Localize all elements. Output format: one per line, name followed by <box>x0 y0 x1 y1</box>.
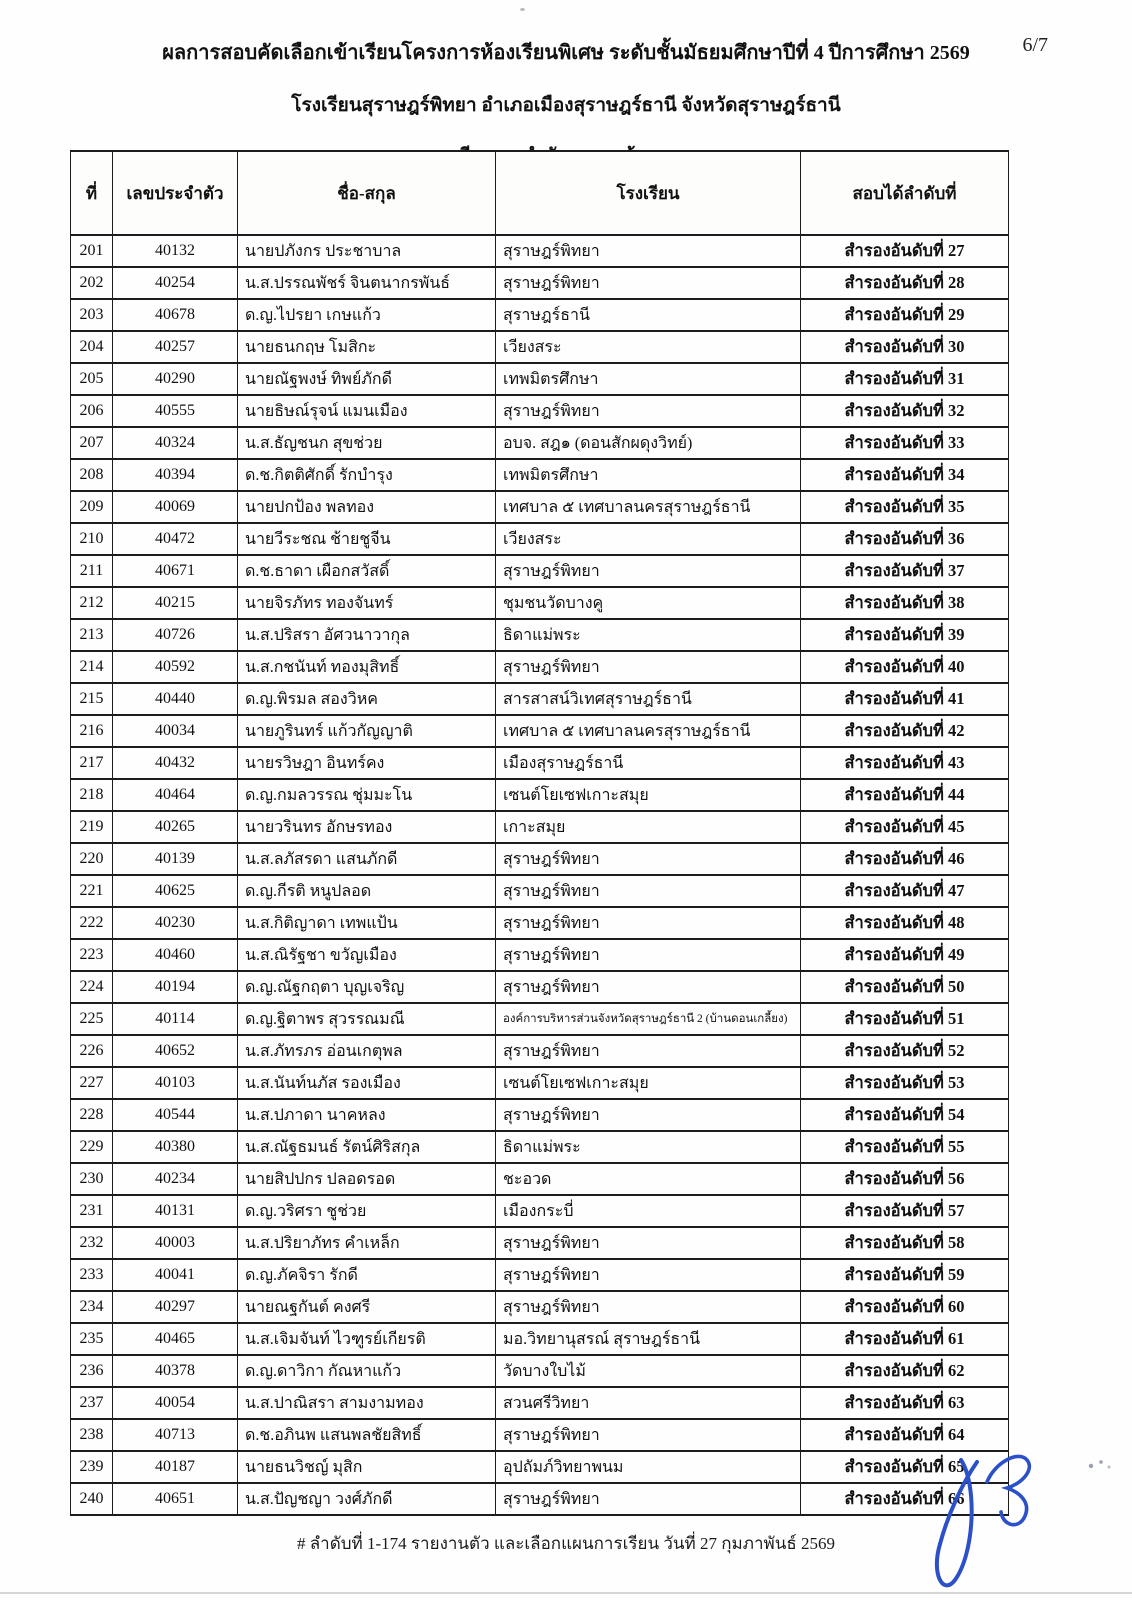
row-number-cell: 236 <box>71 1355 113 1387</box>
table-row <box>71 1195 1009 1227</box>
rank-cell: สำรองอันดับที่ 32 <box>801 395 1009 427</box>
student-id-cell: 40003 <box>113 1227 238 1259</box>
row-number-cell: 222 <box>71 907 113 939</box>
rank-cell: สำรองอันดับที่ 60 <box>801 1291 1009 1323</box>
table-row <box>71 651 1009 683</box>
row-number-cell: 215 <box>71 683 113 715</box>
table-row <box>71 235 1009 267</box>
scan-edge-artifact <box>0 1592 1132 1594</box>
student-id-cell: 40132 <box>113 235 238 267</box>
header-row-number: ที่ <box>71 151 113 235</box>
school-subtitle: โรงเรียนสุราษฎร์พิทยา อำเภอเมืองสุราษฎร์ธานี จังหวัดสุราษฎร์ธานี <box>291 95 841 116</box>
student-name-cell: ด.ญ.ภัคจิรา รักดี <box>238 1259 496 1291</box>
student-id-cell: 40297 <box>113 1291 238 1323</box>
student-name-cell: ด.ญ.ไปรยา เกษแก้ว <box>238 299 496 331</box>
school-cell: สุราษฎร์พิทยา <box>496 1099 801 1131</box>
student-name-cell: น.ส.กชนันท์ ทองมุสิทธิ์ <box>238 651 496 683</box>
student-name-cell: น.ส.ณัฐธมนธ์ รัตน์ศิริสกุล <box>238 1131 496 1163</box>
school-cell: เทศบาล ๕ เทศบาลนครสุราษฎร์ธานี <box>496 715 801 747</box>
table-row <box>71 267 1009 299</box>
rank-cell: สำรองอันดับที่ 34 <box>801 459 1009 491</box>
school-cell: เทพมิตรศึกษา <box>496 363 801 395</box>
row-number-cell: 240 <box>71 1483 113 1515</box>
table-row <box>71 683 1009 715</box>
table-row <box>71 1323 1009 1355</box>
rank-cell: สำรองอันดับที่ 59 <box>801 1259 1009 1291</box>
rank-cell: สำรองอันดับที่ 33 <box>801 427 1009 459</box>
school-cell: วัดบางใบไม้ <box>496 1355 801 1387</box>
table-row <box>71 811 1009 843</box>
rank-cell: สำรองอันดับที่ 28 <box>801 267 1009 299</box>
student-name-cell: ด.ญ.ณัฐกฤตา บุญเจริญ <box>238 971 496 1003</box>
row-number-cell: 203 <box>71 299 113 331</box>
student-id-cell: 40464 <box>113 779 238 811</box>
school-cell: สุราษฎร์พิทยา <box>496 843 801 875</box>
student-id-cell: 40432 <box>113 747 238 779</box>
school-cell: เวียงสระ <box>496 523 801 555</box>
student-name-cell: นายวีระชณ ช้ายชูจีน <box>238 523 496 555</box>
rank-cell: สำรองอันดับที่ 39 <box>801 619 1009 651</box>
table-row <box>71 1259 1009 1291</box>
rank-cell: สำรองอันดับที่ 37 <box>801 555 1009 587</box>
row-number-cell: 232 <box>71 1227 113 1259</box>
rank-cell: สำรองอันดับที่ 62 <box>801 1355 1009 1387</box>
student-name-cell: ด.ช.อภินพ แสนพลชัยสิทธิ์ <box>238 1419 496 1451</box>
row-number-cell: 224 <box>71 971 113 1003</box>
student-id-cell: 40187 <box>113 1451 238 1483</box>
table-row <box>71 619 1009 651</box>
student-id-cell: 40131 <box>113 1195 238 1227</box>
school-cell: สุราษฎร์พิทยา <box>496 971 801 1003</box>
table-row <box>71 1419 1009 1451</box>
student-id-cell: 40460 <box>113 939 238 971</box>
student-name-cell: ด.ญ.กมลวรรณ ชุ่มมะโน <box>238 779 496 811</box>
school-cell: สุราษฎร์พิทยา <box>496 395 801 427</box>
school-cell: มอ.วิทยานุสรณ์ สุราษฎร์ธานี <box>496 1323 801 1355</box>
student-id-cell: 40544 <box>113 1099 238 1131</box>
row-number-cell: 214 <box>71 651 113 683</box>
rank-cell: สำรองอันดับที่ 55 <box>801 1131 1009 1163</box>
student-name-cell: นายธนวิชญ์ มุสิก <box>238 1451 496 1483</box>
table-header-row <box>71 151 1009 235</box>
student-name-cell: น.ส.นันท์นภัส รองเมือง <box>238 1067 496 1099</box>
row-number-cell: 212 <box>71 587 113 619</box>
school-cell: ชะอวด <box>496 1163 801 1195</box>
school-cell: เมืองกระบี่ <box>496 1195 801 1227</box>
table-row <box>71 1163 1009 1195</box>
row-number-cell: 233 <box>71 1259 113 1291</box>
table-row <box>71 1003 1009 1035</box>
school-cell: เทศบาล ๕ เทศบาลนครสุราษฎร์ธานี <box>496 491 801 523</box>
rank-cell: สำรองอันดับที่ 48 <box>801 907 1009 939</box>
table-row <box>71 907 1009 939</box>
student-id-cell: 40440 <box>113 683 238 715</box>
student-id-cell: 40652 <box>113 1035 238 1067</box>
rank-cell: สำรองอันดับที่ 46 <box>801 843 1009 875</box>
row-number-cell: 223 <box>71 939 113 971</box>
student-id-cell: 40324 <box>113 427 238 459</box>
row-number-cell: 220 <box>71 843 113 875</box>
table-row <box>71 555 1009 587</box>
table-row <box>71 1067 1009 1099</box>
student-name-cell: ด.ญ.ฐิตาพร สุวรรณมณี <box>238 1003 496 1035</box>
student-id-cell: 40234 <box>113 1163 238 1195</box>
table-row <box>71 971 1009 1003</box>
row-number-cell: 221 <box>71 875 113 907</box>
student-name-cell: น.ส.ปริสรา อัศวนาวากุล <box>238 619 496 651</box>
row-number-cell: 219 <box>71 811 113 843</box>
row-number-cell: 209 <box>71 491 113 523</box>
student-id-cell: 40103 <box>113 1067 238 1099</box>
student-name-cell: ด.ญ.วริศรา ชูช่วย <box>238 1195 496 1227</box>
school-cell: สารสาสน์วิเทศสุราษฎร์ธานี <box>496 683 801 715</box>
row-number-cell: 208 <box>71 459 113 491</box>
table-row <box>71 587 1009 619</box>
row-number-cell: 210 <box>71 523 113 555</box>
rank-cell: สำรองอันดับที่ 54 <box>801 1099 1009 1131</box>
table-row <box>71 1035 1009 1067</box>
table-row <box>71 715 1009 747</box>
row-number-cell: 211 <box>71 555 113 587</box>
rank-cell: สำรองอันดับที่ 56 <box>801 1163 1009 1195</box>
school-cell: สุราษฎร์พิทยา <box>496 1483 801 1515</box>
rank-cell: สำรองอันดับที่ 36 <box>801 523 1009 555</box>
rank-cell: สำรองอันดับที่ 47 <box>801 875 1009 907</box>
student-name-cell: น.ส.ณิรัฐชา ขวัญเมือง <box>238 939 496 971</box>
school-cell: ธิดาแม่พระ <box>496 619 801 651</box>
rank-cell: สำรองอันดับที่ 65 <box>801 1451 1009 1483</box>
rank-cell: สำรองอันดับที่ 43 <box>801 747 1009 779</box>
table-row <box>71 363 1009 395</box>
rank-cell: สำรองอันดับที่ 29 <box>801 299 1009 331</box>
school-cell: สุราษฎร์พิทยา <box>496 907 801 939</box>
student-name-cell: น.ส.ลภัสรดา แสนภักดี <box>238 843 496 875</box>
school-cell: สุราษฎร์พิทยา <box>496 1419 801 1451</box>
row-number-cell: 205 <box>71 363 113 395</box>
document-title: ผลการสอบคัดเลือกเข้าเรียนโครงการห้องเรียนพิเศษ ระดับชั้นมัธยมศึกษาปีที่ 4 ปีการศึกษา 2569 <box>162 42 970 64</box>
student-id-cell: 40472 <box>113 523 238 555</box>
table-row <box>71 1291 1009 1323</box>
rank-cell: สำรองอันดับที่ 27 <box>801 235 1009 267</box>
document-header <box>0 0 1132 169</box>
row-number-cell: 218 <box>71 779 113 811</box>
student-id-cell: 40555 <box>113 395 238 427</box>
rank-cell: สำรองอันดับที่ 66 <box>801 1483 1009 1515</box>
rank-cell: สำรองอันดับที่ 50 <box>801 971 1009 1003</box>
table-row <box>71 747 1009 779</box>
rank-cell: สำรองอันดับที่ 57 <box>801 1195 1009 1227</box>
row-number-cell: 230 <box>71 1163 113 1195</box>
rank-cell: สำรองอันดับที่ 40 <box>801 651 1009 683</box>
student-id-cell: 40139 <box>113 843 238 875</box>
rank-cell: สำรองอันดับที่ 38 <box>801 587 1009 619</box>
student-name-cell: นายปภังกร ประชาบาล <box>238 235 496 267</box>
table-row <box>71 1227 1009 1259</box>
student-name-cell: ด.ญ.กีรติ หนูปลอด <box>238 875 496 907</box>
scan-speck <box>520 8 525 11</box>
row-number-cell: 228 <box>71 1099 113 1131</box>
table-row <box>71 939 1009 971</box>
row-number-cell: 237 <box>71 1387 113 1419</box>
row-number-cell: 202 <box>71 267 113 299</box>
row-number-cell: 226 <box>71 1035 113 1067</box>
student-name-cell: นายสิปปกร ปลอดรอด <box>238 1163 496 1195</box>
student-name-cell: น.ส.ปาณิสรา สามงามทอง <box>238 1387 496 1419</box>
rank-cell: สำรองอันดับที่ 53 <box>801 1067 1009 1099</box>
school-cell: เกาะสมุย <box>496 811 801 843</box>
school-cell: อบจ. สฎ๑ (ดอนสักผดุงวิทย์) <box>496 427 801 459</box>
student-name-cell: นายวรินทร อักษรทอง <box>238 811 496 843</box>
school-cell: เมืองสุราษฎร์ธานี <box>496 747 801 779</box>
table-row <box>71 299 1009 331</box>
student-id-cell: 40114 <box>113 1003 238 1035</box>
results-table <box>70 150 1009 1516</box>
header-rank: สอบได้ลำดับที่ <box>801 151 1009 235</box>
school-cell: สุราษฎร์พิทยา <box>496 1259 801 1291</box>
school-cell: เวียงสระ <box>496 331 801 363</box>
rank-cell: สำรองอันดับที่ 58 <box>801 1227 1009 1259</box>
row-number-cell: 213 <box>71 619 113 651</box>
student-id-cell: 40265 <box>113 811 238 843</box>
school-cell: สุราษฎร์พิทยา <box>496 939 801 971</box>
row-number-cell: 234 <box>71 1291 113 1323</box>
table-row <box>71 875 1009 907</box>
row-number-cell: 238 <box>71 1419 113 1451</box>
student-name-cell: ด.ช.กิตติศักดิ์ รักบำรุง <box>238 459 496 491</box>
student-name-cell: น.ส.กิติญาดา เทพแป้น <box>238 907 496 939</box>
table-row <box>71 459 1009 491</box>
table-row <box>71 331 1009 363</box>
student-id-cell: 40257 <box>113 331 238 363</box>
student-id-cell: 40465 <box>113 1323 238 1355</box>
student-name-cell: ด.ญ.ดาวิกา กัณหาแก้ว <box>238 1355 496 1387</box>
student-id-cell: 40713 <box>113 1419 238 1451</box>
student-id-cell: 40394 <box>113 459 238 491</box>
school-cell: สุราษฎร์พิทยา <box>496 1035 801 1067</box>
student-id-cell: 40194 <box>113 971 238 1003</box>
student-name-cell: นายธิษณ์รุจน์ แมนเมือง <box>238 395 496 427</box>
student-name-cell: นายรวิษฎา อินทร์คง <box>238 747 496 779</box>
student-id-cell: 40215 <box>113 587 238 619</box>
student-id-cell: 40378 <box>113 1355 238 1387</box>
row-number-cell: 216 <box>71 715 113 747</box>
school-cell: สุราษฎร์พิทยา <box>496 1291 801 1323</box>
table-row <box>71 427 1009 459</box>
table-row <box>71 491 1009 523</box>
row-number-cell: 217 <box>71 747 113 779</box>
rank-cell: สำรองอันดับที่ 45 <box>801 811 1009 843</box>
student-name-cell: นายภูรินทร์ แก้วกัญญาติ <box>238 715 496 747</box>
student-id-cell: 40069 <box>113 491 238 523</box>
student-name-cell: น.ส.ธัญชนก สุขช่วย <box>238 427 496 459</box>
student-name-cell: น.ส.ปรรณพัชร์ จินตนากรพันธ์ <box>238 267 496 299</box>
student-id-cell: 40054 <box>113 1387 238 1419</box>
student-id-cell: 40034 <box>113 715 238 747</box>
student-id-cell: 40230 <box>113 907 238 939</box>
student-id-cell: 40041 <box>113 1259 238 1291</box>
table-row <box>71 523 1009 555</box>
page-number: 6/7 <box>1022 34 1048 56</box>
row-number-cell: 229 <box>71 1131 113 1163</box>
row-number-cell: 227 <box>71 1067 113 1099</box>
row-number-cell: 206 <box>71 395 113 427</box>
row-number-cell: 235 <box>71 1323 113 1355</box>
student-name-cell: ด.ญ.พิรมล สองวิหค <box>238 683 496 715</box>
header-student-name: ชื่อ-สกุล <box>238 151 496 235</box>
table-body <box>71 235 1009 1515</box>
row-number-cell: 207 <box>71 427 113 459</box>
school-cell: เซนต์โยเซฟเกาะสมุย <box>496 779 801 811</box>
school-cell: สุราษฎร์พิทยา <box>496 235 801 267</box>
rank-cell: สำรองอันดับที่ 64 <box>801 1419 1009 1451</box>
student-name-cell: น.ส.ปริยาภัทร คำเหล็ก <box>238 1227 496 1259</box>
school-cell: สุราษฎร์พิทยา <box>496 1227 801 1259</box>
student-id-cell: 40380 <box>113 1131 238 1163</box>
school-cell: เทพมิตรศึกษา <box>496 459 801 491</box>
student-id-cell: 40678 <box>113 299 238 331</box>
student-name-cell: นายณฐกันต์ คงศรี <box>238 1291 496 1323</box>
school-cell: สุราษฎร์พิทยา <box>496 555 801 587</box>
student-id-cell: 40625 <box>113 875 238 907</box>
school-cell: ธิดาแม่พระ <box>496 1131 801 1163</box>
row-number-cell: 201 <box>71 235 113 267</box>
footer-note: # ลำดับที่ 1-174 รายงานตัว และเลือกแผนการเรียน วันที่ 27 กุมภาพันธ์ 2569 <box>297 1534 835 1553</box>
student-name-cell: นายธนกฤษ โมสิกะ <box>238 331 496 363</box>
rank-cell: สำรองอันดับที่ 63 <box>801 1387 1009 1419</box>
table-row <box>71 1099 1009 1131</box>
school-cell: อุปถัมภ์วิทยาพนม <box>496 1451 801 1483</box>
school-cell: สุราษฎร์พิทยา <box>496 875 801 907</box>
rank-cell: สำรองอันดับที่ 61 <box>801 1323 1009 1355</box>
table-row <box>71 843 1009 875</box>
school-cell: ชุมชนวัดบางคู <box>496 587 801 619</box>
rank-cell: สำรองอันดับที่ 52 <box>801 1035 1009 1067</box>
table-row <box>71 395 1009 427</box>
table-row <box>71 1131 1009 1163</box>
rank-cell: สำรองอันดับที่ 31 <box>801 363 1009 395</box>
rank-cell: สำรองอันดับที่ 35 <box>801 491 1009 523</box>
header-student-id: เลขประจำตัว <box>113 151 238 235</box>
school-cell: สุราษฎร์พิทยา <box>496 267 801 299</box>
student-name-cell: น.ส.เจิมจันท์ ไวฑูรย์เกียรติ <box>238 1323 496 1355</box>
school-cell: สุราษฎร์ธานี <box>496 299 801 331</box>
rank-cell: สำรองอันดับที่ 44 <box>801 779 1009 811</box>
rank-cell: สำรองอันดับที่ 42 <box>801 715 1009 747</box>
row-number-cell: 204 <box>71 331 113 363</box>
school-cell: เซนต์โยเซฟเกาะสมุย <box>496 1067 801 1099</box>
student-id-cell: 40726 <box>113 619 238 651</box>
table-row <box>71 1387 1009 1419</box>
student-name-cell: น.ส.ปัญชญา วงศ์ภักดี <box>238 1483 496 1515</box>
rank-cell: สำรองอันดับที่ 49 <box>801 939 1009 971</box>
student-id-cell: 40671 <box>113 555 238 587</box>
school-cell: สุราษฎร์พิทยา <box>496 651 801 683</box>
rank-cell: สำรองอันดับที่ 30 <box>801 331 1009 363</box>
student-name-cell: ด.ช.ธาดา เผือกสวัสดิ์ <box>238 555 496 587</box>
student-name-cell: น.ส.ภัทรภร อ่อนเกตุพล <box>238 1035 496 1067</box>
table-row <box>71 779 1009 811</box>
row-number-cell: 225 <box>71 1003 113 1035</box>
student-name-cell: นายณัฐพงษ์ ทิพย์ภักดี <box>238 363 496 395</box>
student-id-cell: 40592 <box>113 651 238 683</box>
row-number-cell: 231 <box>71 1195 113 1227</box>
student-id-cell: 40290 <box>113 363 238 395</box>
rank-cell: สำรองอันดับที่ 51 <box>801 1003 1009 1035</box>
student-name-cell: นายจิรภัทร ทองจันทร์ <box>238 587 496 619</box>
student-name-cell: นายปกป้อง พลทอง <box>238 491 496 523</box>
rank-cell: สำรองอันดับที่ 41 <box>801 683 1009 715</box>
school-cell: องค์การบริหารส่วนจังหวัดสุราษฎร์ธานี 2 (บ้านดอนเกลี้ยง) <box>496 1003 801 1035</box>
student-id-cell: 40254 <box>113 267 238 299</box>
student-id-cell: 40651 <box>113 1483 238 1515</box>
school-cell: สวนศรีวิทยา <box>496 1387 801 1419</box>
student-name-cell: น.ส.ปภาดา นาคหลง <box>238 1099 496 1131</box>
table-row <box>71 1483 1009 1515</box>
table-row <box>71 1355 1009 1387</box>
table-row <box>71 1451 1009 1483</box>
row-number-cell: 239 <box>71 1451 113 1483</box>
header-school: โรงเรียน <box>496 151 801 235</box>
